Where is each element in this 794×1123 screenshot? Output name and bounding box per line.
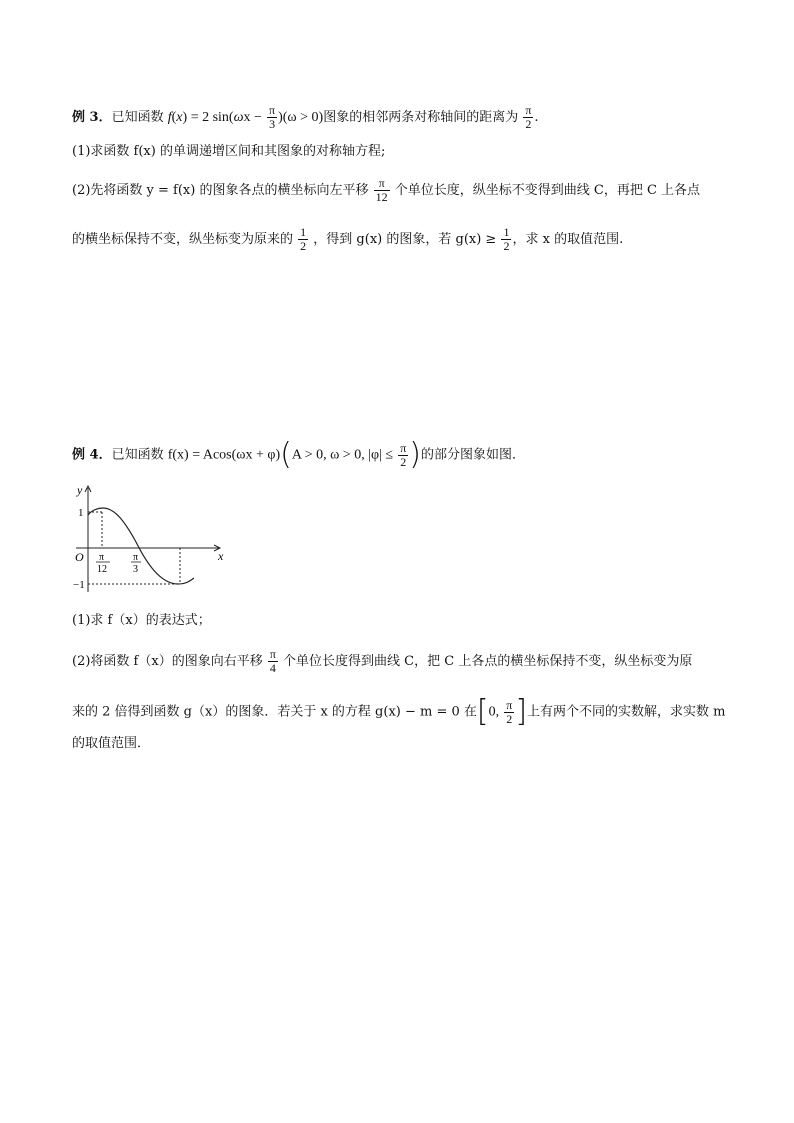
- fraction-pi-3: $\frac{\pi}{3}$: [269, 103, 276, 131]
- example4-q2-line2: 来的 2 倍得到函数 g（x）的图象．若关于 x 的方程 g(x) − m = 0 在[0, $\frac{\pi}{2}$ ]上有两个不同的实数解，求实数 m: [72, 694, 726, 729]
- formula-condition: )(ω > 0): [278, 110, 324, 125]
- function-graph: [70, 482, 240, 602]
- fraction-pi-2: $\frac{\pi}{2}$: [525, 103, 532, 131]
- tick-pi-3-den: 3: [133, 564, 138, 575]
- formula-part: x −: [243, 110, 262, 125]
- example3-line1: 例 3．已知函数 f(x) = 2 sin(ωx − $\frac{\pi}{3}$ )(ω > 0)图象的相邻两条对称轴间的距离为 $\frac{\pi}{2}$ .: [72, 103, 539, 131]
- var-x: x: [176, 110, 183, 125]
- example4-q1: (1)求 f（x）的表达式；: [72, 613, 211, 628]
- x-label: x: [218, 549, 224, 563]
- origin-label: O: [75, 550, 84, 564]
- fraction-1-2: $\frac{1}{2}$: [503, 225, 510, 253]
- tick-pi-12-den: 12: [97, 564, 107, 575]
- fraction-pi-2: $\frac{\pi}{2}$: [506, 697, 513, 726]
- fraction-pi-4: $\frac{\pi}{4}$: [269, 647, 276, 675]
- example4-q2-line3: 的取值范围．: [72, 736, 151, 751]
- formula: f(x) = Acos(ωx + φ): [167, 447, 281, 463]
- example4-q2-line1: (2)将函数 f（x）的图象向右平移 $\frac{\pi}{4}$ 个单位长度得到曲线 C，把 C 上各点的横坐标保持不变，纵坐标变为原: [72, 647, 693, 675]
- formula-condition: A > 0, ω > 0, |φ| ≤: [291, 447, 394, 463]
- example3-after: 图象的相邻两条对称轴间的距离为: [323, 110, 519, 125]
- tick-pi-3-num: π: [133, 552, 139, 563]
- tick-1: 1: [78, 507, 84, 519]
- y-label: y: [77, 483, 83, 497]
- example4-line1: 例 4．已知函数 f(x) = Acos(ωx + φ)(A > 0, ω > 0, |φ| ≤ $\frac{\pi}{2}$ )的部分图象如图．: [72, 437, 526, 472]
- fraction-pi-2: $\frac{\pi}{2}$: [400, 440, 407, 469]
- example3-q2-line2: 的横坐标保持不变，纵坐标变为原来的 $\frac{1}{2}$ ，得到 g(x) 的图象，若 g(x) ≥ $\frac{1}{2}$ ，求 x 的取值范围.: [72, 225, 624, 253]
- example4-label: 例 4．: [72, 447, 112, 463]
- example3-intro: 已知函数: [111, 110, 164, 125]
- tick-neg1: −1: [73, 579, 85, 591]
- example3-q1: (1)求函数 f(x) 的单调递增区间和其图象的对称轴方程;: [72, 144, 386, 159]
- omega: ω: [233, 110, 244, 125]
- tick-pi-12-num: π: [99, 552, 105, 563]
- fraction-pi-12: $\frac{\pi}{12}$: [375, 176, 388, 204]
- fraction-1-2: $\frac{1}{2}$: [300, 225, 307, 253]
- example3-q2-line1: (2)先将函数 y = f(x) 的图象各点的横坐标向左平移 $\frac{\pi}{12}$ 个单位长度，纵坐标不变得到曲线 C，再把 C 上各点: [72, 176, 701, 204]
- func-name: f: [167, 110, 172, 125]
- example3-label: 例 3．: [72, 110, 112, 125]
- interval: 0,: [488, 704, 500, 720]
- formula-part: = 2 sin(: [190, 110, 234, 125]
